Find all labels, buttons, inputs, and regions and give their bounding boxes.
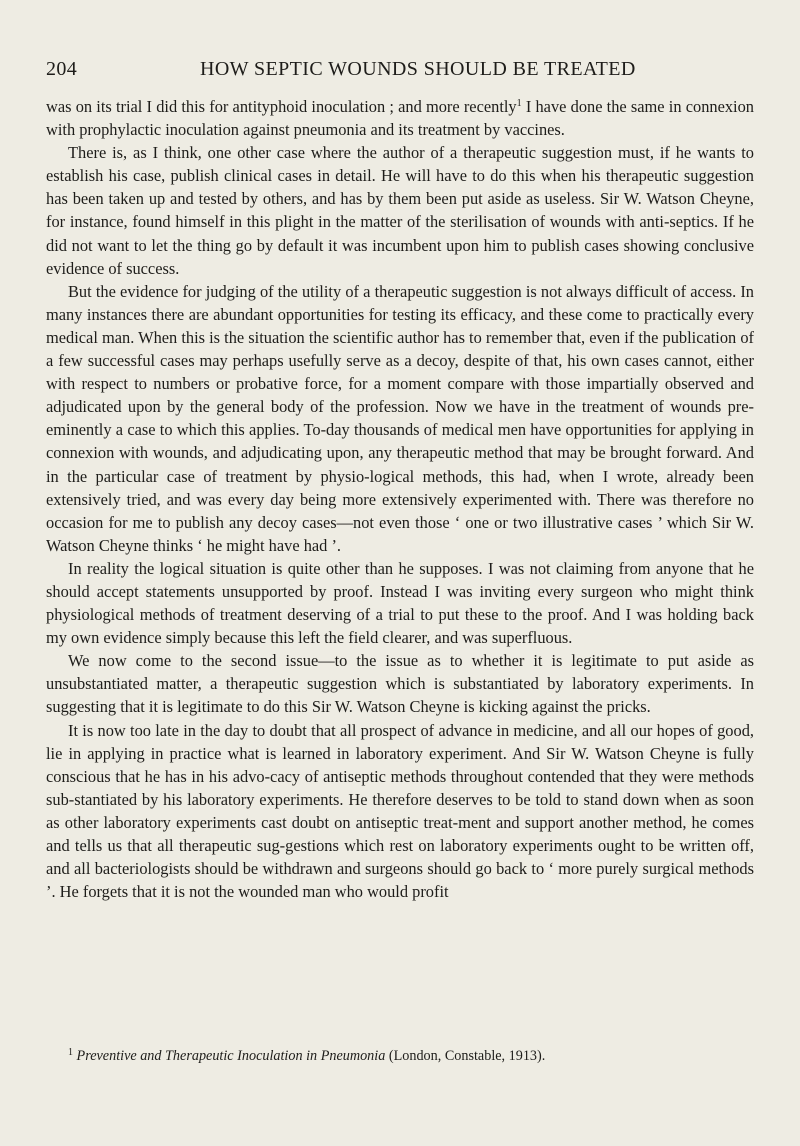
paragraph: But the evidence for judging of the utility of a therapeutic suggestion is not always difficult of access. In many instances there are abundant opportunities for testing its efficacy, and these come to practically every medical man. When this is the situation the scientific author has to remember that, even if the publication of a few successful cases may perhaps usefully serve as a decoy, despite of that, his own cases cannot, either with respect to numbers or probative force, for a moment compare with those impartially observed and adjudicated upon by the general body of the profession. Now we have in the treatment of wounds pre-eminently a case to which this applies. To-day thousands of medical men have opportunities for applying in connexion with wounds, and adjudicating upon, any therapeutic method that may be brought forward. And in the particular case of treatment by physio-logical methods, this had, when I wrote, already been extensively tried, and was every day being more extensively experimented with. There was therefore no occasion for me to publish any decoy cases—not even those ‘ one or two illustrative cases ’ which Sir W. Watson Cheyne thinks ‘ he might have had ’.	[46, 281, 754, 555]
footnote-publisher: (London, Constable, 1913).	[385, 1048, 546, 1064]
footnote-reference: 1	[516, 98, 522, 109]
page-number: 204	[46, 58, 78, 80]
paragraph: We now come to the second issue—to the issue as to whether it is legitimate to put aside as unsubstantiated matter, a therapeutic suggestion which is substantiated by laboratory experiments. In suggesting that it is legitimate to do this Sir W. Watson Cheyne is kicking against the pricks.	[46, 651, 754, 717]
paragraph: In reality the logical situation is quite other than he supposes. I was not claiming from anyone that he should accept statements unsupported by proof. Instead I was inviting every surgeon who might think physiological methods of treatment deserving of a trial to put these to the proof. And I was holding back my own evidence simply because this left the field clearer, and was superfluous.	[46, 558, 754, 648]
paragraph-text: I have done the same in connexion with prophylactic inoculation against pneumonia and its treatment by vaccines.	[46, 97, 755, 140]
paragraph	[46, 95, 754, 141]
paragraph-text: was on its trial I did this for antityphoid inoculation ; and more recently	[46, 97, 517, 116]
paragraph: It is now too late in the day to doubt that all prospect of advance in medicine, and all our hopes of good, lie in applying in practice what is learned in laboratory experiment. And Sir W. Watson Cheyne is fully conscious that he has in his advo-cacy of antiseptic methods throughout contended that they were methods sub-stantiated by his laboratory experiments. He therefore deserves to be told to stand down when as soon as other laboratory experiments cast doubt on antiseptic treat-ment and support another method, he comes and tells us that all therapeutic sug-gestions which rest on laboratory experiments ought to be written off, and all bacteriologists should be withdrawn and surgeons should go back to ‘ more purely surgical methods ’. He forgets that it is not the wounded man who would profit	[46, 720, 754, 902]
footnote	[68, 1046, 754, 1066]
running-title: HOW SEPTIC WOUNDS SHOULD BE TREATED	[200, 58, 636, 80]
footnote-marker: 1	[68, 1047, 73, 1058]
footnote-title: Preventive and Therapeutic Inoculation in Pneumonia	[76, 1048, 386, 1064]
body-text	[46, 95, 754, 903]
paragraph: There is, as I think, one other case where the author of a therapeutic suggestion must, if he wants to establish his case, publish clinical cases in detail. He will have to do this when his therapeutic suggestion has been taken up and tested by others, and has by them been put aside as useless. Sir W. Watson Cheyne, for instance, found himself in this plight in the matter of the sterilisation of wounds with anti-septics. If he did not want to let the thing go by default it was incumbent upon him to publish cases showing conclusive evidence of success.	[46, 143, 754, 278]
